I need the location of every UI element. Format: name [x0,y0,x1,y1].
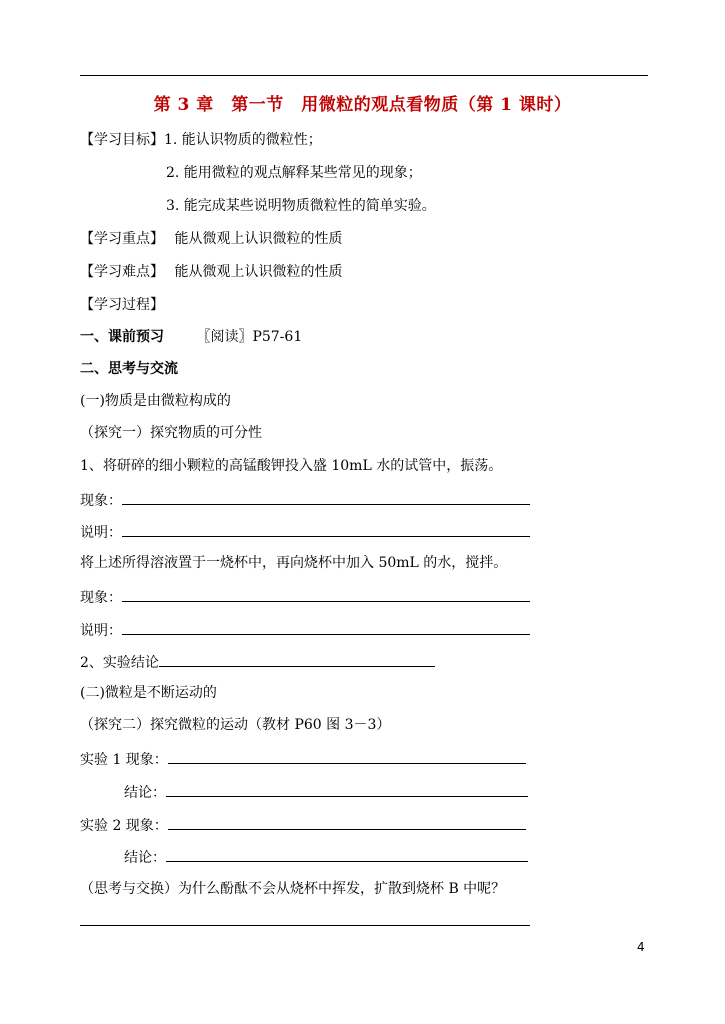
exp1-conclusion-blank[interactable] [166,782,528,797]
process-label: 【学习过程】 [80,297,164,313]
exp1-phenomenon-blank[interactable] [168,749,526,764]
section1-text: 〖阅读〗P57-61 [196,329,303,345]
explore1-heading: （探究一）探究物质的可分性 [80,425,262,441]
objective-item-3: 3. 能完成某些说明物质微粒性的简单实验。 [166,198,436,214]
part1-heading: (一)物质是由微粒构成的 [80,393,231,409]
explain-row-1 [80,522,530,542]
phenomenon-row-2 [80,587,530,607]
page-number: 4 [637,940,645,954]
exp2-row [80,815,526,835]
phenomenon-blank[interactable] [122,587,530,602]
phenomenon-label: 现象： [80,493,122,509]
exp2-conclusion-blank[interactable] [166,847,528,862]
exp1-row [80,749,526,769]
exp1-label: 实验 1 现象： [80,752,168,768]
exp2-label: 实验 2 现象： [80,818,168,834]
page-title: 第 3 章 第一节 用微粒的观点看物质（第 1 课时） [153,95,572,115]
answer-line[interactable] [80,925,530,926]
exp1-conclusion-row [124,782,528,802]
explain-blank[interactable] [122,522,530,537]
conclusion-label: 结论： [124,785,166,801]
conclusion-label: 结论： [124,850,166,866]
section1-heading: 一、课前预习 [80,329,164,345]
header-rule [80,75,648,76]
objective-item-2: 2. 能用微粒的观点解释某些常见的现象； [166,165,422,181]
part2-heading: (二)微粒是不断运动的 [80,685,217,701]
question-text: （思考与交换）为什么酚酞不会从烧杯中挥发，扩散到烧杯 B 中呢？ [80,881,506,897]
explain-blank[interactable] [122,620,530,635]
conclusion-row [80,652,435,672]
explain-label: 说明： [80,623,122,639]
difficulty-label: 【学习难点】 [80,264,164,280]
conclusion-label: 2、实验结论 [80,655,159,671]
phenomenon-row-1 [80,490,530,510]
explain-label: 说明： [80,525,122,541]
key-point-label: 【学习重点】 [80,231,164,247]
step1-text: 1、将研碎的细小颗粒的高锰酸钾投入盛 10mL 水的试管中，振荡。 [80,458,503,474]
key-point-row [80,230,342,248]
exp2-phenomenon-blank[interactable] [168,815,526,830]
section1-row [80,328,302,346]
difficulty-row [80,263,342,281]
objectives-label: 【学习目标】 [80,132,164,148]
phenomenon-label: 现象： [80,590,122,606]
objective-item-1: 1. 能认识物质的微粒性； [164,132,322,148]
step1b-text: 将上述所得溶液置于一烧杯中，再向烧杯中加入 50mL 的水，搅拌。 [80,555,508,571]
explore2-heading: （探究二）探究微粒的运动（教材 P60 图 3－3） [80,717,391,733]
explain-row-2 [80,620,530,640]
key-point-text: 能从微观上认识微粒的性质 [174,231,343,247]
section2-heading: 二、思考与交流 [80,361,178,377]
objectives-row [80,131,322,149]
phenomenon-blank[interactable] [122,490,530,505]
conclusion-blank[interactable] [159,652,435,667]
exp2-conclusion-row [124,847,528,867]
difficulty-text: 能从微观上认识微粒的性质 [174,264,343,280]
